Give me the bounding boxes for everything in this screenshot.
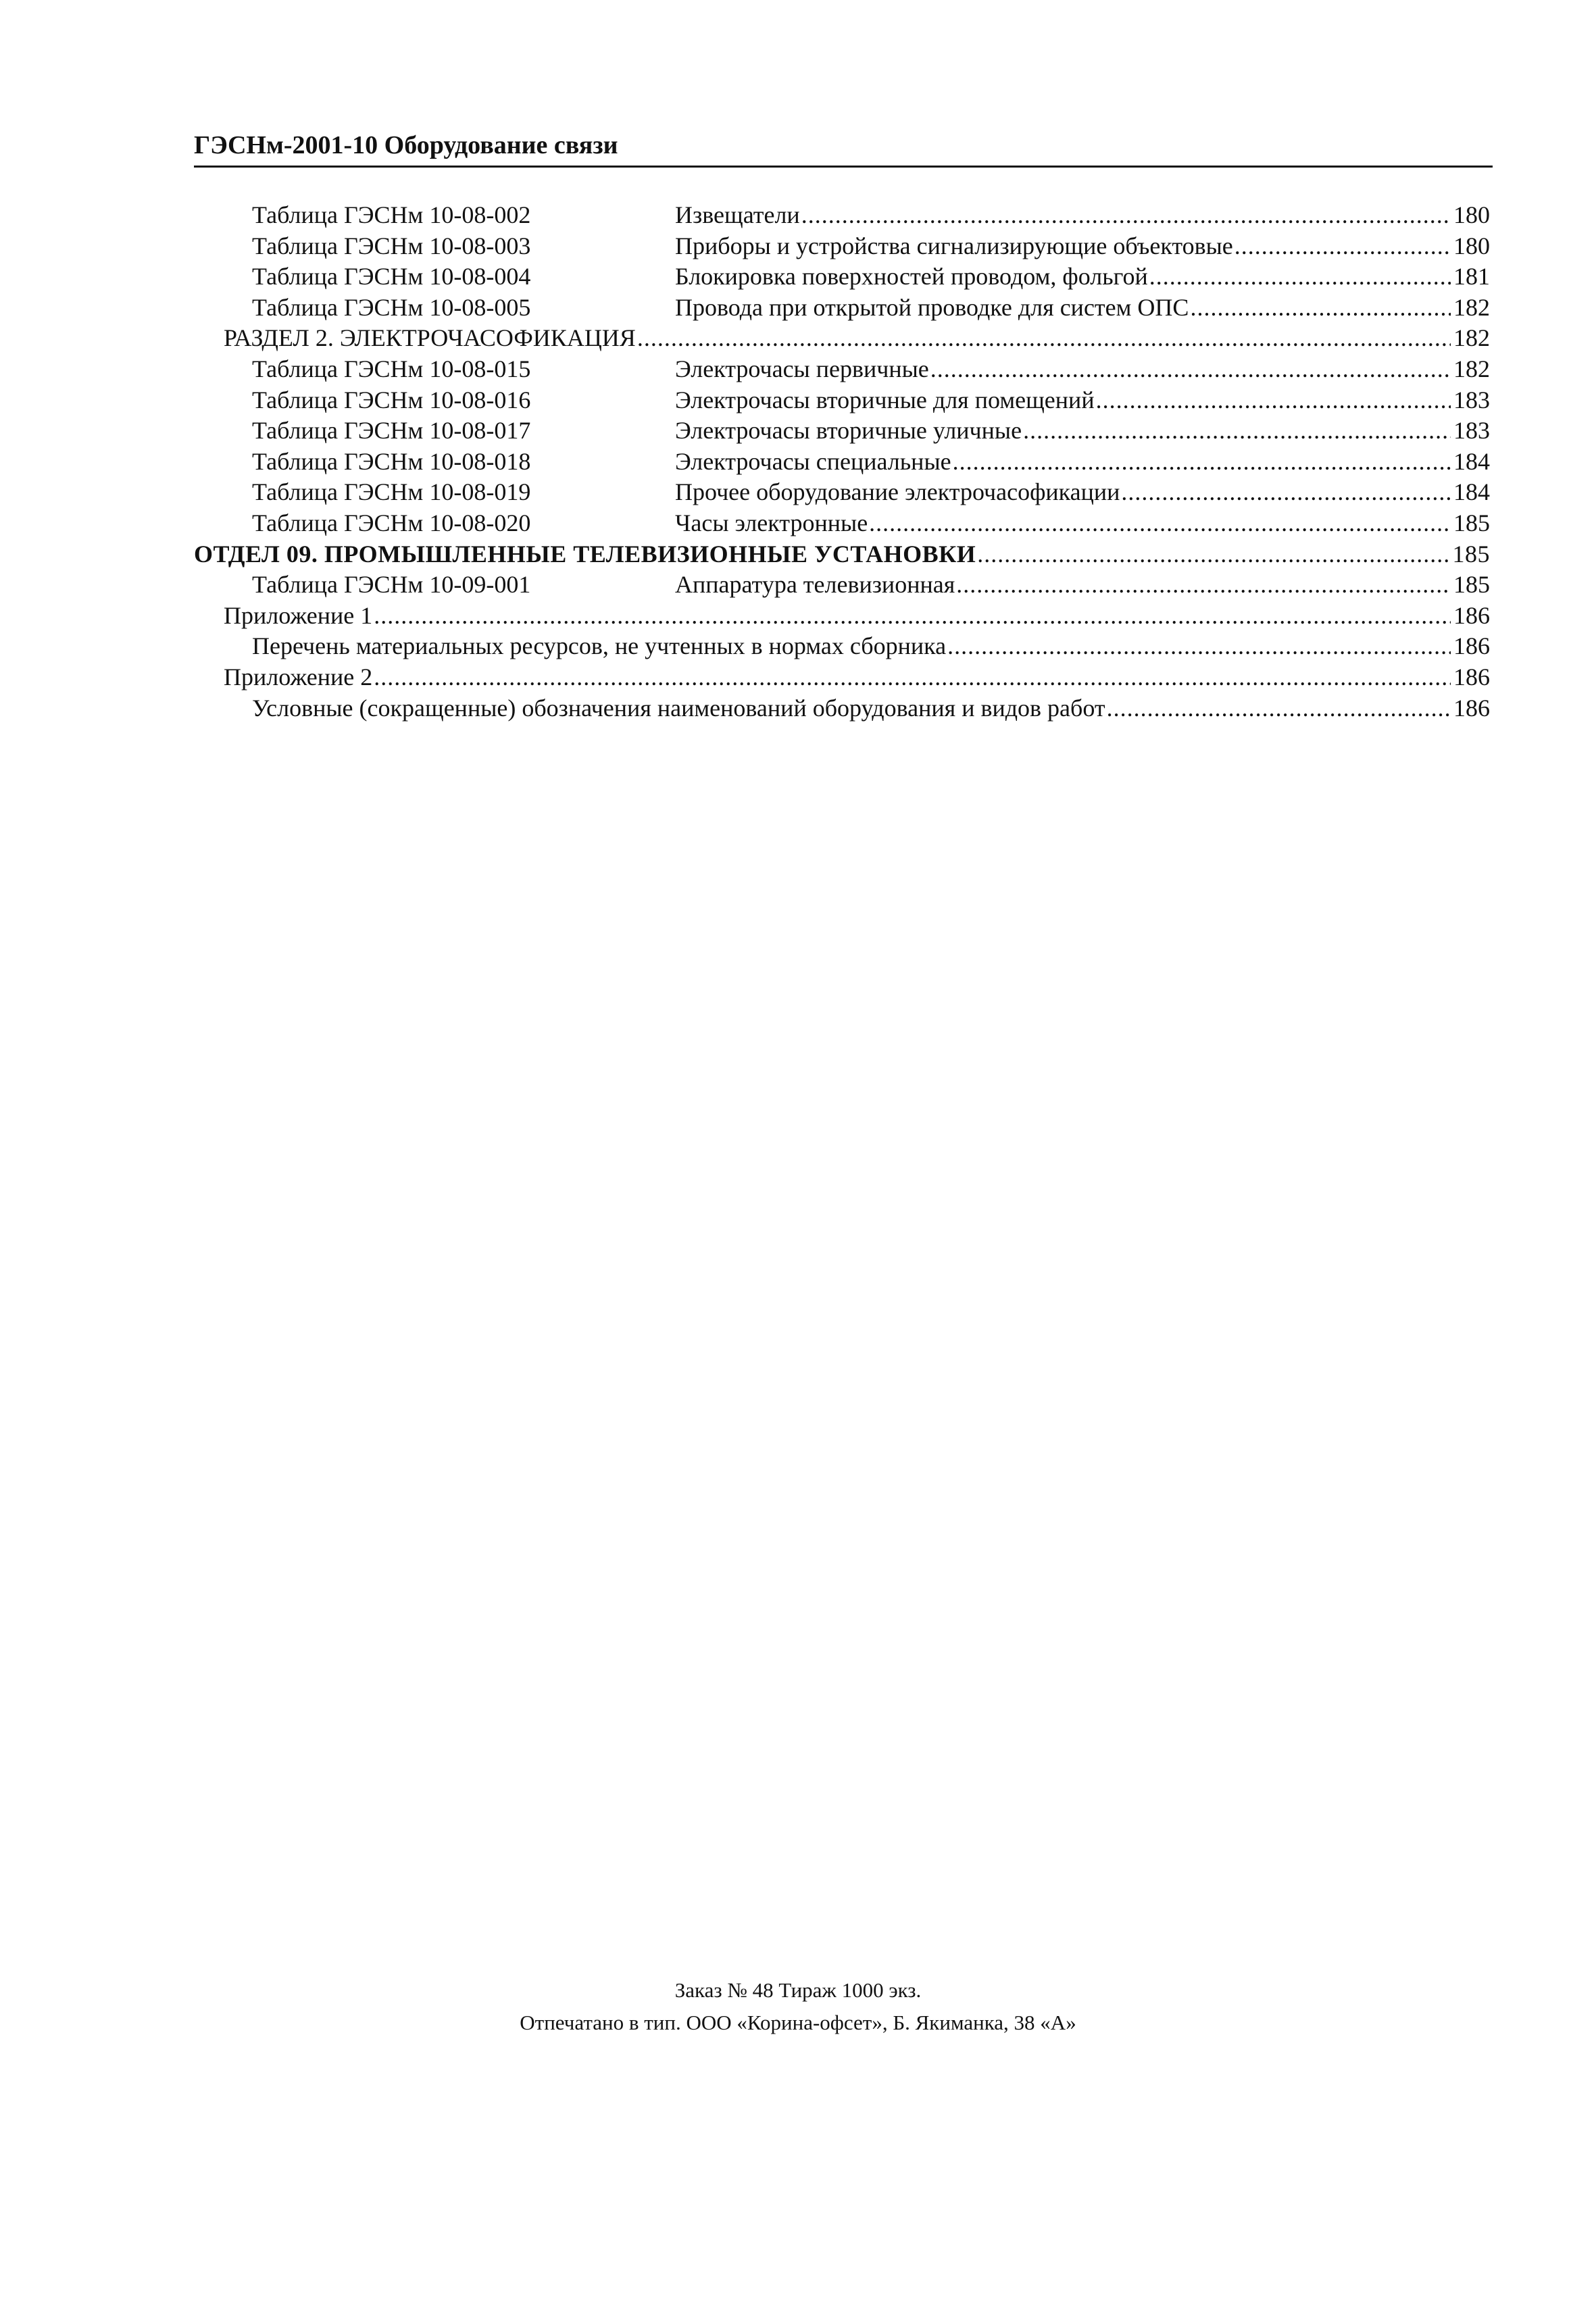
- toc-entry-page-number: 181: [1453, 263, 1490, 291]
- toc-entry-code: Таблица ГЭСНм 10-08-017: [252, 417, 531, 445]
- toc-entry-title: Электрочасы вторичные для помещений: [675, 386, 1095, 413]
- toc-entry-title: Приборы и устройства сигнализирующие объектовые: [675, 232, 1233, 259]
- toc-entry-page-number: 184: [1453, 478, 1490, 506]
- toc-dot-leader: [1096, 385, 1451, 416]
- toc-dot-leader: [637, 323, 1451, 354]
- toc-entry-page-number: 180: [1453, 232, 1490, 259]
- toc-entry: [194, 231, 1490, 262]
- toc-dot-leader: [374, 601, 1451, 632]
- toc-entry-title: Электрочасы вторичные уличные: [675, 417, 1022, 445]
- toc-entry-page-number: 185: [1453, 509, 1490, 536]
- toc-entry-code: Таблица ГЭСНм 10-08-005: [252, 293, 531, 321]
- toc-entry-code: Таблица ГЭСНм 10-08-002: [252, 201, 531, 228]
- toc-entry-page-number: 184: [1453, 447, 1490, 475]
- toc-entry: [194, 539, 1490, 570]
- toc-entry-page-number: 183: [1453, 417, 1490, 445]
- toc-entry-title: Перечень материальных ресурсов, не учтенных в нормах сборника: [252, 632, 947, 660]
- toc-dot-leader: [801, 200, 1451, 231]
- toc-entry-page-number: 186: [1453, 632, 1490, 660]
- toc-entry: [194, 323, 1490, 354]
- toc-entry: [194, 293, 1490, 324]
- toc-entry: [194, 693, 1490, 724]
- toc-entry-code: Таблица ГЭСНм 10-08-018: [252, 447, 531, 475]
- toc-entry-title: Электрочасы первичные: [675, 355, 929, 382]
- toc-dot-leader: [1235, 231, 1451, 262]
- toc-entry-code: Таблица ГЭСНм 10-08-004: [252, 263, 531, 291]
- table-of-contents: [194, 200, 1490, 724]
- toc-entry: [194, 662, 1490, 693]
- toc-entry-page-number: 182: [1453, 355, 1490, 382]
- toc-entry: [194, 200, 1490, 231]
- toc-entry-title: Извещатели: [675, 201, 800, 228]
- toc-entry-code: Таблица ГЭСНм 10-08-003: [252, 232, 531, 259]
- toc-entry-code: Таблица ГЭСНм 10-08-020: [252, 509, 531, 536]
- toc-dot-leader: [1121, 477, 1451, 508]
- toc-entry: [194, 385, 1490, 416]
- toc-dot-leader: [1190, 293, 1451, 324]
- toc-entry-code: Таблица ГЭСНм 10-08-016: [252, 386, 531, 413]
- toc-entry-page-number: 186: [1453, 663, 1490, 690]
- toc-entry-title: ОТДЕЛ 09. ПРОМЫШЛЕННЫЕ ТЕЛЕВИЗИОННЫЕ УСТАНОВКИ: [194, 540, 976, 568]
- toc-entry: [194, 261, 1490, 293]
- toc-entry-title: Электрочасы специальные: [675, 447, 951, 475]
- toc-entry-page-number: 183: [1453, 386, 1490, 413]
- toc-dot-leader: [374, 662, 1451, 693]
- toc-entry-title: Блокировка поверхностей проводом, фольгой: [675, 263, 1148, 291]
- toc-entry-code: Таблица ГЭСНм 10-09-001: [252, 571, 531, 599]
- running-header: ГЭСНм-2001-10 Оборудование связи: [194, 131, 618, 159]
- toc-entry: [194, 508, 1490, 539]
- toc-entry-page-number: 186: [1453, 694, 1490, 722]
- toc-entry-title: Прочее оборудование электрочасофикации: [675, 478, 1120, 506]
- toc-entry-title: Условные (сокращенные) обозначения наименований оборудования и видов работ: [252, 694, 1105, 722]
- toc-entry-page-number: 185: [1452, 540, 1490, 568]
- toc-entry-page-number: 182: [1453, 324, 1490, 352]
- imprint-order-line: Заказ № 48 Тираж 1000 экз.: [674, 1978, 922, 2002]
- toc-entry-code: Таблица ГЭСНм 10-08-019: [252, 478, 531, 506]
- toc-dot-leader: [1149, 261, 1451, 293]
- toc-dot-leader: [1107, 693, 1451, 724]
- toc-entry: [194, 601, 1490, 632]
- toc-dot-leader: [869, 508, 1451, 539]
- toc-dot-leader: [977, 539, 1449, 570]
- toc-entry-code: Таблица ГЭСНм 10-08-015: [252, 355, 531, 382]
- toc-entry-title: Провода при открытой проводке для систем ОПС: [675, 293, 1189, 321]
- toc-dot-leader: [953, 447, 1451, 478]
- toc-entry-page-number: 186: [1453, 601, 1490, 629]
- toc-dot-leader: [956, 570, 1451, 601]
- toc-entry-page-number: 185: [1453, 571, 1490, 599]
- toc-dot-leader: [1023, 416, 1451, 447]
- header-rule: [194, 166, 1493, 168]
- toc-entry-page-number: 180: [1453, 201, 1490, 228]
- toc-dot-leader: [930, 354, 1451, 385]
- toc-entry: [194, 354, 1490, 385]
- toc-entry-title: Приложение 1: [224, 601, 373, 629]
- toc-entry-title: Аппаратура телевизионная: [675, 571, 955, 599]
- toc-entry-page-number: 182: [1453, 293, 1490, 321]
- toc-entry: [194, 477, 1490, 508]
- toc-entry: [194, 631, 1490, 662]
- imprint-printer-line: Отпечатано в тип. ООО «Корина-офсет», Б. Якиманка, 38 «А»: [520, 2011, 1076, 2034]
- toc-dot-leader: [947, 631, 1451, 662]
- toc-entry-title: РАЗДЕЛ 2. ЭЛЕКТРОЧАСОФИКАЦИЯ: [224, 324, 636, 352]
- toc-entry: [194, 570, 1490, 601]
- toc-entry-title: Приложение 2: [224, 663, 373, 690]
- toc-entry: [194, 447, 1490, 478]
- toc-entry-title: Часы электронные: [675, 509, 868, 536]
- toc-entry: [194, 416, 1490, 447]
